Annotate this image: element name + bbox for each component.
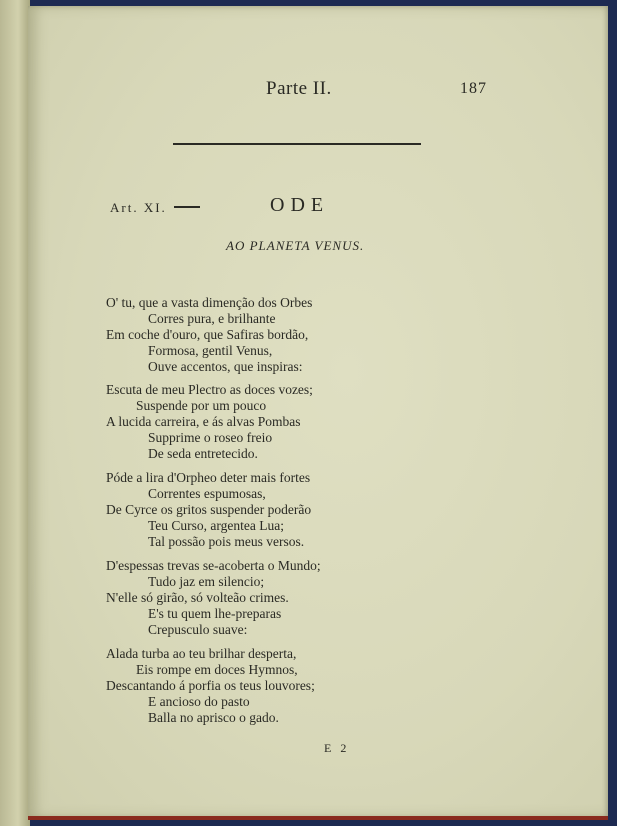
poem-line: Crepusculo suave: xyxy=(148,622,248,637)
poem-line: Balla no aprisco o gado. xyxy=(148,710,279,725)
poem-line: Descantando á porfia os teus louvores; xyxy=(106,678,315,693)
article-dash xyxy=(174,206,200,208)
poem-line: Alada turba ao teu brilhar desperta, xyxy=(106,646,297,661)
poem-line: Em coche d'ouro, que Safiras bordão, xyxy=(106,327,309,342)
poem-line: De seda entretecido. xyxy=(148,446,258,461)
poem-line: O' tu, que a vasta dimenção dos Orbes xyxy=(106,295,313,310)
poem-line: A lucida carreira, e ás alvas Pombas xyxy=(106,414,301,429)
printer-signature: E 2 xyxy=(324,741,350,755)
poem-line: E's tu quem lhe-preparas xyxy=(148,606,282,621)
poem-line: Formosa, gentil Venus, xyxy=(148,343,273,358)
poem-line: Supprime o roseo freio xyxy=(148,430,273,445)
poem-line: D'espessas trevas se-acoberta o Mundo; xyxy=(106,558,321,573)
header-rule xyxy=(173,143,421,145)
poem-line: E ancioso do pasto xyxy=(148,694,250,709)
poem-line: Tal possão pois meus versos. xyxy=(148,534,305,549)
poem-line: Corres pura, e brilhante xyxy=(148,311,276,326)
poem-line: Ouve accentos, que inspiras: xyxy=(148,359,303,374)
poem-line: Suspende por um pouco xyxy=(136,398,267,413)
article-label: Art. XI. xyxy=(110,200,167,215)
book-page xyxy=(28,6,608,818)
ode-subtitle: AO PLANETA VENUS. xyxy=(226,238,365,253)
poem-line: Tudo jaz em silencio; xyxy=(148,574,265,589)
poem-line: Eis rompe em doces Hymnos, xyxy=(136,662,298,677)
page-number: 187 xyxy=(460,80,487,97)
poem-line: Correntes espumosas, xyxy=(148,486,266,501)
poem-line: De Cyrce os gritos suspender poderão xyxy=(106,502,312,517)
poem-line: Escuta de meu Plectro as doces vozes; xyxy=(106,382,313,397)
ode-title: ODE xyxy=(270,194,330,216)
left-page-edge xyxy=(0,0,30,826)
page-bottom-edge xyxy=(28,816,608,820)
poem-line: N'elle só girão, só volteão crimes. xyxy=(106,590,289,605)
poem-line: Teu Curso, argentea Lua; xyxy=(148,518,285,533)
running-head: Parte II. xyxy=(266,78,332,99)
poem-line: Póde a lira d'Orpheo deter mais fortes xyxy=(106,470,311,485)
